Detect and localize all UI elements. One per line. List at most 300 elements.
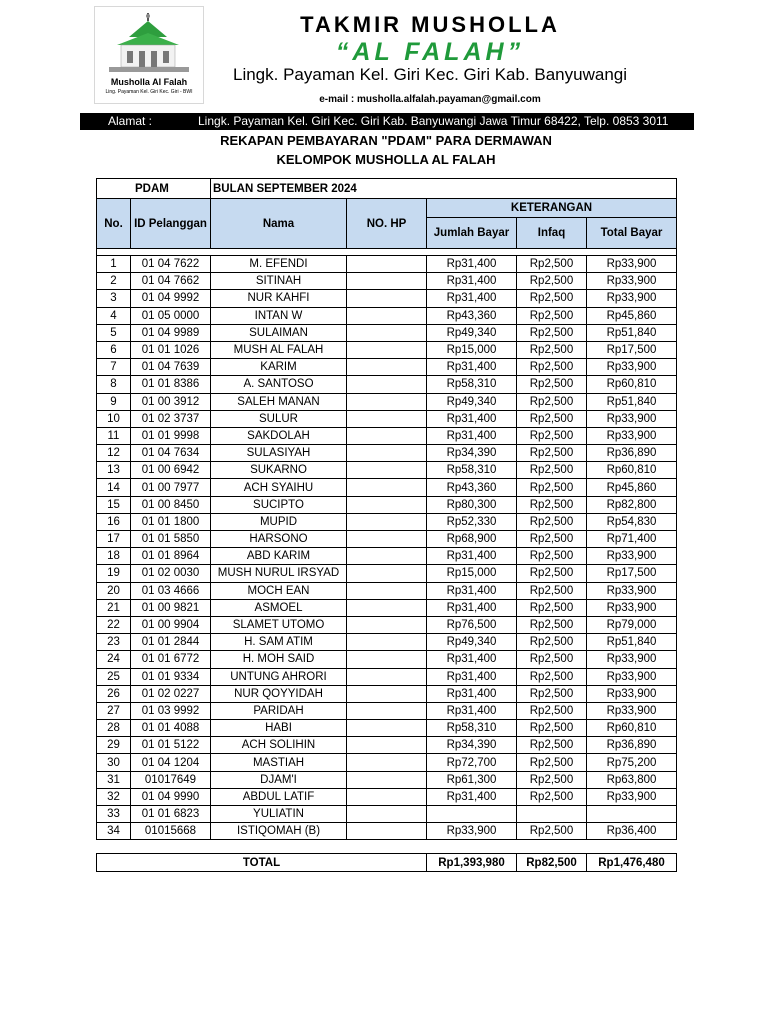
cell-total: Rp36,890 [587, 737, 677, 754]
cell-infaq: Rp2,500 [517, 582, 587, 599]
cell-name: ACH SOLIHIN [211, 737, 347, 754]
table-row [97, 548, 677, 565]
cell-infaq: Rp2,500 [517, 685, 587, 702]
cell-phone [347, 823, 427, 840]
table-meta-row [97, 179, 677, 199]
col-infaq: Infaq [517, 218, 587, 249]
logo-address: Ling. Payaman Kel. Giri Kec. Giri - BWI [105, 89, 193, 95]
table-row [97, 479, 677, 496]
cell-no: 22 [97, 616, 131, 633]
cell-total: Rp63,800 [587, 771, 677, 788]
cell-no: 18 [97, 548, 131, 565]
cell-total: Rp45,860 [587, 479, 677, 496]
cell-total: Rp60,810 [587, 462, 677, 479]
cell-name: SALEH MANAN [211, 393, 347, 410]
col-name: Nama [211, 199, 347, 249]
cell-no: 5 [97, 324, 131, 341]
cell-jumlah: Rp31,400 [427, 359, 517, 376]
cell-id: 01 00 9821 [131, 599, 211, 616]
table-row [97, 513, 677, 530]
cell-phone [347, 720, 427, 737]
cell-no: 24 [97, 651, 131, 668]
cell-no: 30 [97, 754, 131, 771]
cell-name: SUCIPTO [211, 496, 347, 513]
cell-no: 14 [97, 479, 131, 496]
cell-phone [347, 668, 427, 685]
cell-no: 23 [97, 634, 131, 651]
col-no: No. [97, 199, 131, 249]
cell-name: KARIM [211, 359, 347, 376]
table-row [97, 668, 677, 685]
table-row [97, 720, 677, 737]
cell-infaq: Rp2,500 [517, 668, 587, 685]
cell-id: 01 01 8964 [131, 548, 211, 565]
cell-infaq: Rp2,500 [517, 410, 587, 427]
cell-phone [347, 754, 427, 771]
cell-no: 34 [97, 823, 131, 840]
cell-name: YULIATIN [211, 806, 347, 823]
cell-id: 01 01 5122 [131, 737, 211, 754]
cell-phone [347, 307, 427, 324]
cell-infaq: Rp2,500 [517, 462, 587, 479]
cell-infaq: Rp2,500 [517, 788, 587, 805]
cell-jumlah: Rp52,330 [427, 513, 517, 530]
table-row [97, 582, 677, 599]
cell-jumlah: Rp43,360 [427, 307, 517, 324]
table-row [97, 341, 677, 358]
cell-phone [347, 256, 427, 273]
cell-id: 01 00 3912 [131, 393, 211, 410]
cell-infaq: Rp2,500 [517, 256, 587, 273]
org-email: e-mail : musholla.alfalah.payaman@gmail.com [319, 94, 541, 105]
cell-total: Rp33,900 [587, 427, 677, 444]
cell-infaq: Rp2,500 [517, 479, 587, 496]
cell-id: 01 01 9334 [131, 668, 211, 685]
table-row [97, 410, 677, 427]
cell-phone [347, 427, 427, 444]
cell-name: MUSH NURUL IRSYAD [211, 565, 347, 582]
cell-total: Rp60,810 [587, 720, 677, 737]
table-row [97, 445, 677, 462]
cell-jumlah: Rp31,400 [427, 599, 517, 616]
cell-total: Rp36,400 [587, 823, 677, 840]
cell-id: 01 00 9904 [131, 616, 211, 633]
cell-no: 31 [97, 771, 131, 788]
cell-total: Rp33,900 [587, 410, 677, 427]
cell-name: MOCH EAN [211, 582, 347, 599]
cell-total: Rp51,840 [587, 324, 677, 341]
cell-name: SITINAH [211, 273, 347, 290]
cell-jumlah: Rp31,400 [427, 668, 517, 685]
cell-phone [347, 582, 427, 599]
cell-no: 28 [97, 720, 131, 737]
cell-id: 01 03 4666 [131, 582, 211, 599]
cell-jumlah: Rp31,400 [427, 273, 517, 290]
cell-phone [347, 651, 427, 668]
cell-phone [347, 599, 427, 616]
cell-infaq: Rp2,500 [517, 496, 587, 513]
cell-infaq: Rp2,500 [517, 531, 587, 548]
cell-name: MASTIAH [211, 754, 347, 771]
cell-id: 01 02 0030 [131, 565, 211, 582]
cell-no: 19 [97, 565, 131, 582]
cell-total: Rp33,900 [587, 788, 677, 805]
cell-total: Rp33,900 [587, 582, 677, 599]
cell-name: ABDUL LATIF [211, 788, 347, 805]
cell-phone [347, 737, 427, 754]
table-gap [97, 249, 677, 256]
cell-no: 3 [97, 290, 131, 307]
cell-jumlah: Rp31,400 [427, 256, 517, 273]
table-row [97, 376, 677, 393]
cell-name: ISTIQOMAH (B) [211, 823, 347, 840]
table-row [97, 393, 677, 410]
table-row [97, 324, 677, 341]
cell-name: INTAN W [211, 307, 347, 324]
cell-phone [347, 616, 427, 633]
cell-phone [347, 496, 427, 513]
cell-phone [347, 376, 427, 393]
cell-jumlah: Rp68,900 [427, 531, 517, 548]
cell-id: 01 03 9992 [131, 702, 211, 719]
cell-infaq: Rp2,500 [517, 513, 587, 530]
cell-name: NUR QOYYIDAH [211, 685, 347, 702]
cell-id: 01 01 2844 [131, 634, 211, 651]
cell-infaq: Rp2,500 [517, 445, 587, 462]
total-jumlah: Rp1,393,980 [427, 854, 517, 872]
col-jumlah: Jumlah Bayar [427, 218, 517, 249]
cell-jumlah: Rp31,400 [427, 410, 517, 427]
cell-no: 6 [97, 341, 131, 358]
cell-total: Rp33,900 [587, 702, 677, 719]
cell-no: 25 [97, 668, 131, 685]
table-row [97, 702, 677, 719]
cell-total: Rp79,000 [587, 616, 677, 633]
cell-infaq: Rp2,500 [517, 376, 587, 393]
cell-name: ASMOEL [211, 599, 347, 616]
cell-total: Rp54,830 [587, 513, 677, 530]
cell-id: 01 02 0227 [131, 685, 211, 702]
cell-id: 01 04 9990 [131, 788, 211, 805]
cell-jumlah: Rp49,340 [427, 393, 517, 410]
cell-no: 12 [97, 445, 131, 462]
cell-no: 33 [97, 806, 131, 823]
cell-no: 13 [97, 462, 131, 479]
cell-name: MUSH AL FALAH [211, 341, 347, 358]
cell-name: H. SAM ATIM [211, 634, 347, 651]
table-row [97, 599, 677, 616]
cell-jumlah: Rp58,310 [427, 376, 517, 393]
cell-name: PARIDAH [211, 702, 347, 719]
cell-phone [347, 324, 427, 341]
cell-jumlah: Rp33,900 [427, 823, 517, 840]
cell-name: UNTUNG AHRORI [211, 668, 347, 685]
cell-jumlah: Rp31,400 [427, 427, 517, 444]
cell-infaq: Rp2,500 [517, 307, 587, 324]
cell-id: 01 04 7622 [131, 256, 211, 273]
cell-jumlah: Rp76,500 [427, 616, 517, 633]
cell-no: 16 [97, 513, 131, 530]
cell-jumlah: Rp15,000 [427, 565, 517, 582]
cell-infaq: Rp2,500 [517, 771, 587, 788]
col-keterangan: KETERANGAN [427, 199, 677, 218]
cell-name: ABD KARIM [211, 548, 347, 565]
cell-id: 01 01 5850 [131, 531, 211, 548]
cell-infaq: Rp2,500 [517, 548, 587, 565]
report-category: PDAM [97, 179, 211, 199]
total-row [97, 854, 677, 872]
cell-phone [347, 771, 427, 788]
cell-infaq: Rp2,500 [517, 823, 587, 840]
cell-phone [347, 341, 427, 358]
address-text: Lingk. Payaman Kel. Giri Kec. Giri Kab. Banyuwangi Jawa Timur 68422, Telp. 0853 3011 5659 [198, 114, 669, 145]
cell-jumlah: Rp72,700 [427, 754, 517, 771]
cell-infaq: Rp2,500 [517, 616, 587, 633]
table-row [97, 737, 677, 754]
cell-phone [347, 479, 427, 496]
cell-name: ACH SYAIHU [211, 479, 347, 496]
cell-infaq: Rp2,500 [517, 273, 587, 290]
cell-infaq: Rp2,500 [517, 393, 587, 410]
cell-infaq: Rp2,500 [517, 290, 587, 307]
cell-id: 01 01 1026 [131, 341, 211, 358]
cell-jumlah [427, 806, 517, 823]
mosque-icon [103, 13, 195, 75]
col-total: Total Bayar [587, 218, 677, 249]
cell-total: Rp33,900 [587, 359, 677, 376]
table-body [97, 256, 677, 840]
total-infaq: Rp82,500 [517, 854, 587, 872]
cell-jumlah: Rp58,310 [427, 720, 517, 737]
cell-infaq: Rp2,500 [517, 651, 587, 668]
cell-phone [347, 531, 427, 548]
cell-total: Rp45,860 [587, 307, 677, 324]
table-row [97, 496, 677, 513]
cell-infaq: Rp2,500 [517, 634, 587, 651]
cell-no: 27 [97, 702, 131, 719]
cell-id: 01 04 9989 [131, 324, 211, 341]
cell-jumlah: Rp31,400 [427, 702, 517, 719]
table-row [97, 634, 677, 651]
cell-phone [347, 445, 427, 462]
cell-id: 01 05 0000 [131, 307, 211, 324]
cell-id: 01 01 6772 [131, 651, 211, 668]
table-row [97, 307, 677, 324]
cell-phone [347, 788, 427, 805]
cell-infaq: Rp2,500 [517, 754, 587, 771]
cell-phone [347, 462, 427, 479]
cell-name: H. MOH SAID [211, 651, 347, 668]
cell-infaq: Rp2,500 [517, 341, 587, 358]
cell-no: 4 [97, 307, 131, 324]
cell-total: Rp33,900 [587, 273, 677, 290]
cell-no: 10 [97, 410, 131, 427]
org-title: TAKMIR MUSHOLLA [300, 12, 560, 37]
cell-infaq: Rp2,500 [517, 737, 587, 754]
cell-no: 8 [97, 376, 131, 393]
cell-jumlah: Rp43,360 [427, 479, 517, 496]
cell-jumlah: Rp31,400 [427, 685, 517, 702]
table-row [97, 788, 677, 805]
table-row [97, 359, 677, 376]
total-total: Rp1,476,480 [587, 854, 677, 872]
cell-no: 32 [97, 788, 131, 805]
cell-id: 01 04 9992 [131, 290, 211, 307]
cell-total: Rp75,200 [587, 754, 677, 771]
org-name: “AL FALAH” [335, 38, 525, 66]
cell-total: Rp17,500 [587, 565, 677, 582]
cell-no: 2 [97, 273, 131, 290]
cell-phone [347, 634, 427, 651]
cell-no: 9 [97, 393, 131, 410]
cell-name: SLAMET UTOMO [211, 616, 347, 633]
cell-no: 15 [97, 496, 131, 513]
table-row [97, 685, 677, 702]
cell-jumlah: Rp49,340 [427, 634, 517, 651]
cell-infaq [517, 806, 587, 823]
cell-jumlah: Rp31,400 [427, 788, 517, 805]
cell-jumlah: Rp61,300 [427, 771, 517, 788]
cell-id: 01017649 [131, 771, 211, 788]
cell-name: MUPID [211, 513, 347, 530]
table-row [97, 462, 677, 479]
table-row [97, 273, 677, 290]
cell-total: Rp36,890 [587, 445, 677, 462]
cell-infaq: Rp2,500 [517, 720, 587, 737]
cell-total: Rp33,900 [587, 651, 677, 668]
col-id: ID Pelanggan [131, 199, 211, 249]
cell-name: SUKARNO [211, 462, 347, 479]
table-row [97, 651, 677, 668]
cell-jumlah: Rp80,300 [427, 496, 517, 513]
cell-no: 21 [97, 599, 131, 616]
cell-no: 26 [97, 685, 131, 702]
cell-id: 01 01 6823 [131, 806, 211, 823]
cell-phone [347, 290, 427, 307]
cell-phone [347, 685, 427, 702]
org-location: Lingk. Payaman Kel. Giri Kec. Giri Kab. Banyuwangi [232, 65, 628, 84]
table-row [97, 806, 677, 823]
cell-name: SAKDOLAH [211, 427, 347, 444]
cell-infaq: Rp2,500 [517, 359, 587, 376]
total-table [96, 853, 677, 872]
cell-id: 01 02 3737 [131, 410, 211, 427]
cell-total: Rp33,900 [587, 548, 677, 565]
cell-id: 01 00 6942 [131, 462, 211, 479]
cell-id: 01 04 7634 [131, 445, 211, 462]
cell-no: 11 [97, 427, 131, 444]
cell-phone [347, 548, 427, 565]
cell-phone [347, 410, 427, 427]
cell-total: Rp17,500 [587, 341, 677, 358]
cell-name: A. SANTOSO [211, 376, 347, 393]
cell-jumlah: Rp15,000 [427, 341, 517, 358]
table-row [97, 771, 677, 788]
table-row [97, 290, 677, 307]
cell-infaq: Rp2,500 [517, 599, 587, 616]
cell-id: 01 04 7662 [131, 273, 211, 290]
cell-no: 29 [97, 737, 131, 754]
table-row [97, 531, 677, 548]
address-label: Alamat : [108, 114, 153, 128]
cell-total: Rp33,900 [587, 668, 677, 685]
cell-id: 01 01 4088 [131, 720, 211, 737]
cell-jumlah: Rp31,400 [427, 548, 517, 565]
cell-name: M. EFENDI [211, 256, 347, 273]
cell-total: Rp33,900 [587, 256, 677, 273]
logo-name: Musholla Al Falah [110, 77, 188, 87]
cell-name: NUR KAHFI [211, 290, 347, 307]
cell-phone [347, 513, 427, 530]
cell-no: 17 [97, 531, 131, 548]
cell-total: Rp33,900 [587, 290, 677, 307]
cell-id: 01015668 [131, 823, 211, 840]
cell-jumlah: Rp34,390 [427, 737, 517, 754]
cell-name: HABI [211, 720, 347, 737]
cell-total: Rp51,840 [587, 393, 677, 410]
cell-no: 20 [97, 582, 131, 599]
cell-name: HARSONO [211, 531, 347, 548]
cell-infaq: Rp2,500 [517, 565, 587, 582]
cell-id: 01 00 7977 [131, 479, 211, 496]
cell-jumlah: Rp58,310 [427, 462, 517, 479]
table-header-row [97, 199, 677, 218]
cell-total: Rp71,400 [587, 531, 677, 548]
cell-name: DJAM'I [211, 771, 347, 788]
cell-no: 1 [97, 256, 131, 273]
cell-name: SULASIYAH [211, 445, 347, 462]
cell-total: Rp33,900 [587, 599, 677, 616]
cell-jumlah: Rp31,400 [427, 651, 517, 668]
cell-no: 7 [97, 359, 131, 376]
report-title: REKAPAN PEMBAYARAN "PDAM" PARA DERMAWAN [220, 133, 552, 148]
cell-jumlah: Rp31,400 [427, 290, 517, 307]
cell-id: 01 04 1204 [131, 754, 211, 771]
cell-id: 01 01 1800 [131, 513, 211, 530]
col-phone: NO. HP [347, 199, 427, 249]
cell-total: Rp82,800 [587, 496, 677, 513]
cell-id: 01 04 7639 [131, 359, 211, 376]
cell-phone [347, 702, 427, 719]
cell-infaq: Rp2,500 [517, 324, 587, 341]
logo [94, 6, 204, 104]
cell-total: Rp33,900 [587, 685, 677, 702]
cell-jumlah: Rp34,390 [427, 445, 517, 462]
table-row [97, 754, 677, 771]
cell-total [587, 806, 677, 823]
cell-jumlah: Rp49,340 [427, 324, 517, 341]
cell-id: 01 01 8386 [131, 376, 211, 393]
cell-phone [347, 273, 427, 290]
cell-phone [347, 359, 427, 376]
cell-jumlah: Rp31,400 [427, 582, 517, 599]
cell-phone [347, 806, 427, 823]
cell-total: Rp60,810 [587, 376, 677, 393]
report-subtitle: KELOMPOK MUSHOLLA AL FALAH [276, 152, 496, 167]
cell-phone [347, 565, 427, 582]
cell-id: 01 00 8450 [131, 496, 211, 513]
table-row [97, 823, 677, 840]
cell-name: SULAIMAN [211, 324, 347, 341]
cell-total: Rp51,840 [587, 634, 677, 651]
payment-table [96, 178, 677, 840]
table-row [97, 565, 677, 582]
total-label: TOTAL [97, 854, 427, 872]
table-row [97, 256, 677, 273]
report-month: BULAN SEPTEMBER 2024 [211, 179, 677, 199]
table-row [97, 616, 677, 633]
table-row [97, 427, 677, 444]
